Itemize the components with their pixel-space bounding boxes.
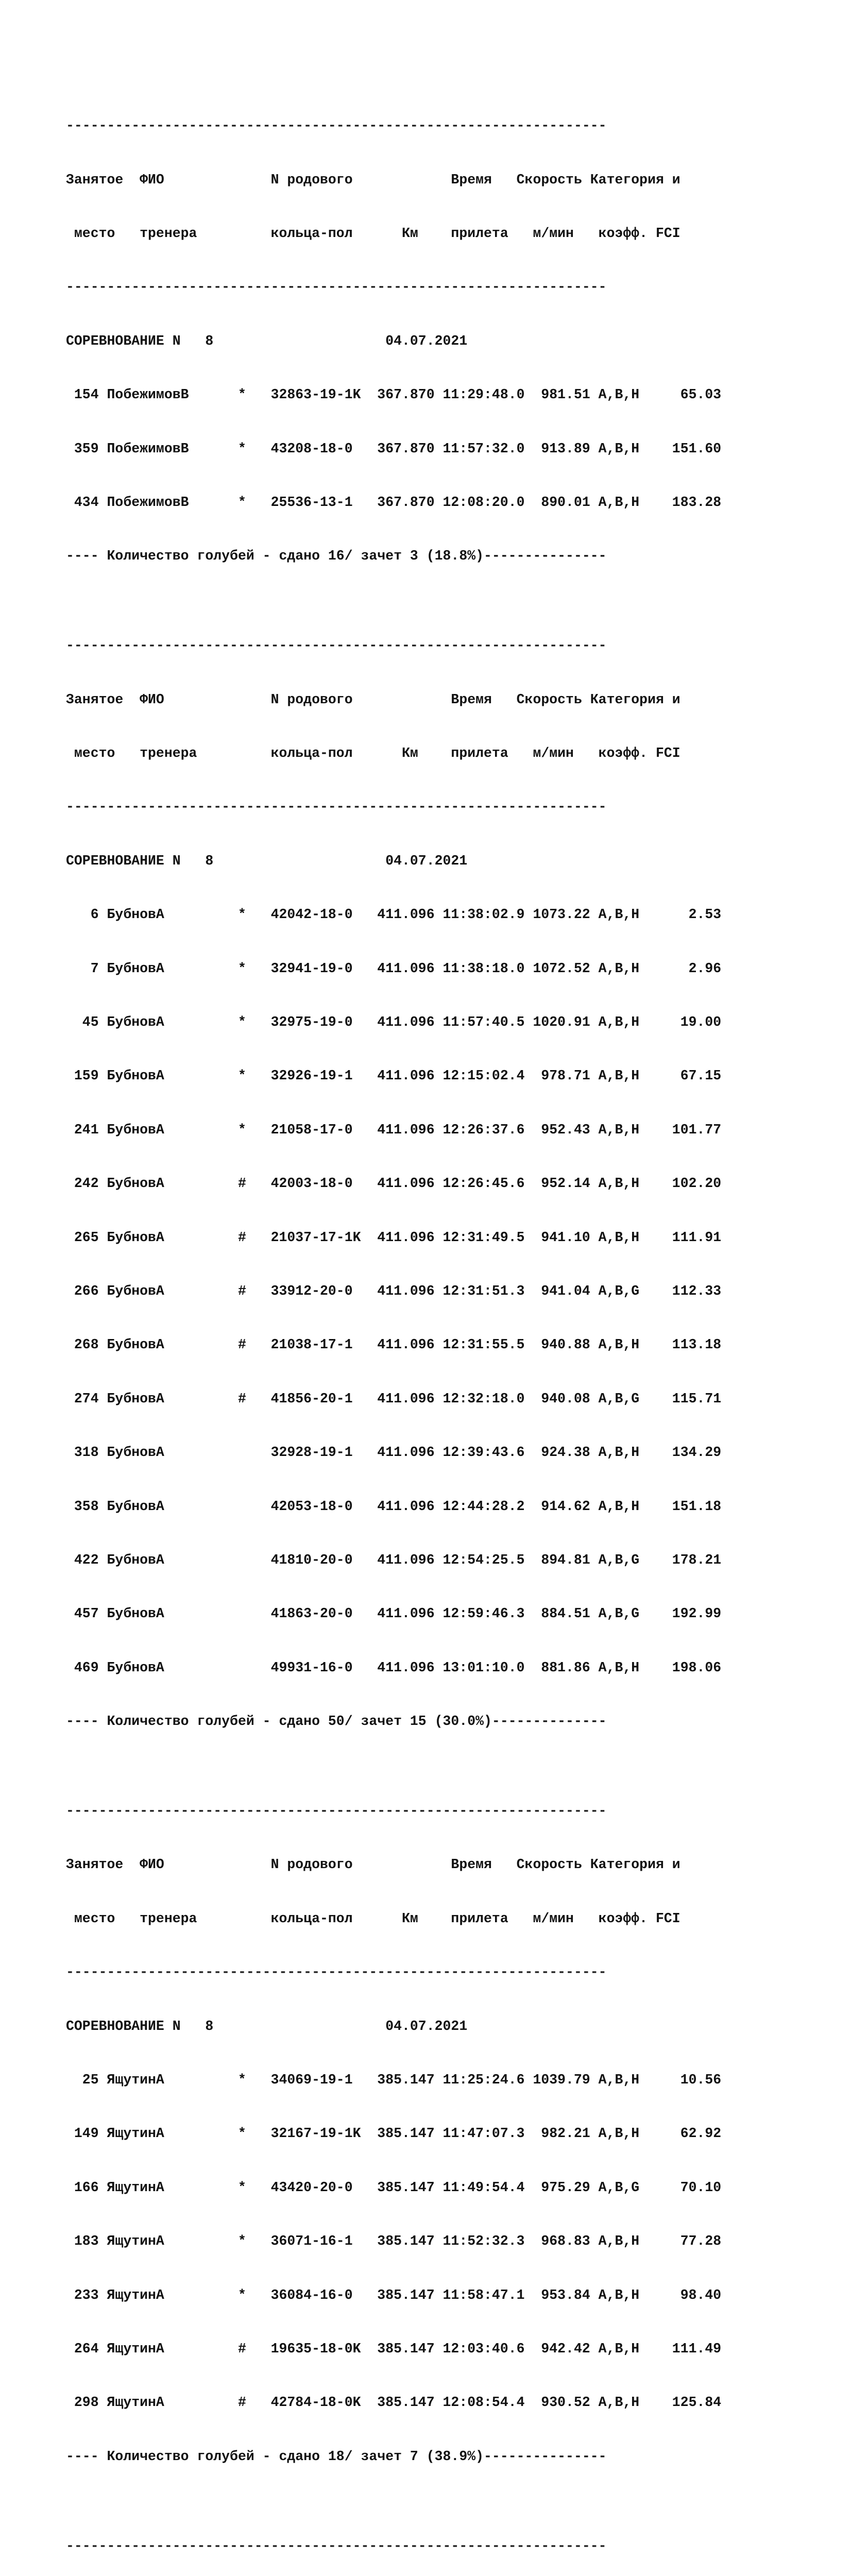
- table-row: 422 БубновА 41810-20-0 411.096 12:54:25.5 894.81 A,B,G 178.21: [66, 1552, 722, 1568]
- section-summary: ---- Количество голубей - сдано 18/ зачет 7 (38.9%)---------------: [66, 2448, 607, 2464]
- column-header-2: место тренера кольца-пол Км прилета м/мин коэфф. FCI: [66, 745, 680, 761]
- table-row: 7 БубновА * 32941-19-0 411.096 11:38:18.0 1072.52 A,B,H 2.96: [66, 960, 722, 976]
- rule: ------------------------------------------------------------------: [66, 1803, 607, 1819]
- table-row: 359 ПобежимовВ * 43208-18-0 367.870 11:57:32.0 913.89 A,B,H 151.60: [66, 440, 722, 456]
- table-row: 266 БубновА # 33912-20-0 411.096 12:31:51.3 941.04 A,B,G 112.33: [66, 1283, 722, 1299]
- column-header-1: Занятое ФИО N родового Время Скорость Категория и: [66, 691, 680, 707]
- table-row: 183 ЯщутинА * 36071-16-1 385.147 11:52:32.3 968.83 A,B,H 77.28: [66, 2233, 722, 2249]
- rule: ------------------------------------------------------------------: [66, 638, 607, 654]
- rule: ------------------------------------------------------------------: [66, 1964, 607, 1980]
- table-row: 358 БубновА 42053-18-0 411.096 12:44:28.2 914.62 A,B,H 151.18: [66, 1498, 722, 1514]
- column-header-2: место тренера кольца-пол Км прилета м/мин коэфф. FCI: [66, 1910, 680, 1926]
- table-row: 268 БубновА # 21038-17-1 411.096 12:31:55.5 940.88 A,B,H 113.18: [66, 1337, 722, 1353]
- table-row: 166 ЯщутинА * 43420-20-0 385.147 11:49:54.4 975.29 A,B,G 70.10: [66, 2179, 722, 2195]
- table-row: 242 БубновА # 42003-18-0 411.096 12:26:45.6 952.14 A,B,H 102.20: [66, 1176, 722, 1192]
- table-row: 274 БубновА # 41856-20-1 411.096 12:32:18.0 940.08 A,B,G 115.71: [66, 1391, 722, 1406]
- table-row: 457 БубновА 41863-20-0 411.096 12:59:46.3 884.51 A,B,G 192.99: [66, 1606, 722, 1622]
- table-row: 6 БубновА * 42042-18-0 411.096 11:38:02.9 1073.22 A,B,H 2.53: [66, 907, 722, 923]
- table-row: 318 БубновА 32928-19-1 411.096 12:39:43.6 924.38 A,B,H 134.29: [66, 1445, 722, 1461]
- table-row: 469 БубновА 49931-16-0 411.096 13:01:10.0 881.86 A,B,H 198.06: [66, 1659, 722, 1675]
- table-row: 154 ПобежимовВ * 32863-19-1K 367.870 11:29:48.0 981.51 A,B,H 65.03: [66, 387, 722, 403]
- results-sheet: [66, 45, 721, 2576]
- section-title: СОРЕВНОВАНИЕ N 8 04.07.2021: [66, 333, 468, 349]
- table-row: 159 БубновА * 32926-19-1 411.096 12:15:02.4 978.71 A,B,H 67.15: [66, 1068, 722, 1084]
- table-row: 434 ПобежимовВ * 25536-13-1 367.870 12:08:20.0 890.01 A,B,H 183.28: [66, 494, 722, 510]
- table-row: 45 БубновА * 32975-19-0 411.096 11:57:40.5 1020.91 A,B,H 19.00: [66, 1014, 722, 1030]
- column-header-1: Занятое ФИО N родового Время Скорость Категория и: [66, 172, 680, 188]
- section-summary: ---- Количество голубей - сдано 16/ зачет 3 (18.8%)---------------: [66, 548, 607, 564]
- table-row: 25 ЯщутинА * 34069-19-1 385.147 11:25:24.6 1039.79 A,B,H 10.56: [66, 2072, 722, 2088]
- rule: ------------------------------------------------------------------: [66, 799, 607, 815]
- table-row: 265 БубновА # 21037-17-1K 411.096 12:31:49.5 941.10 A,B,H 111.91: [66, 1229, 722, 1245]
- rule: ------------------------------------------------------------------: [66, 118, 607, 134]
- table-row: 264 ЯщутинА # 19635-18-0K 385.147 12:03:40.6 942.42 A,B,H 111.49: [66, 2341, 722, 2357]
- column-header-2: место тренера кольца-пол Км прилета м/мин коэфф. FCI: [66, 225, 680, 241]
- section-title: СОРЕВНОВАНИЕ N 8 04.07.2021: [66, 2018, 468, 2034]
- section-title: СОРЕВНОВАНИЕ N 8 04.07.2021: [66, 853, 468, 869]
- table-row: 233 ЯщутинА * 36084-16-0 385.147 11:58:47.1 953.84 A,B,H 98.40: [66, 2287, 722, 2303]
- rule: ------------------------------------------------------------------: [66, 279, 607, 295]
- rule: ------------------------------------------------------------------: [66, 2538, 607, 2554]
- column-header-1: Занятое ФИО N родового Время Скорость Категория и: [66, 1857, 680, 1873]
- table-row: 149 ЯщутинА * 32167-19-1K 385.147 11:47:07.3 982.21 A,B,H 62.92: [66, 2126, 722, 2142]
- section-summary: ---- Количество голубей - сдано 50/ зачет 15 (30.0%)--------------: [66, 1714, 607, 1730]
- table-row: 298 ЯщутинА # 42784-18-0K 385.147 12:08:54.4 930.52 A,B,H 125.84: [66, 2395, 722, 2411]
- table-row: 241 БубновА * 21058-17-0 411.096 12:26:37.6 952.43 A,B,H 101.77: [66, 1122, 722, 1138]
